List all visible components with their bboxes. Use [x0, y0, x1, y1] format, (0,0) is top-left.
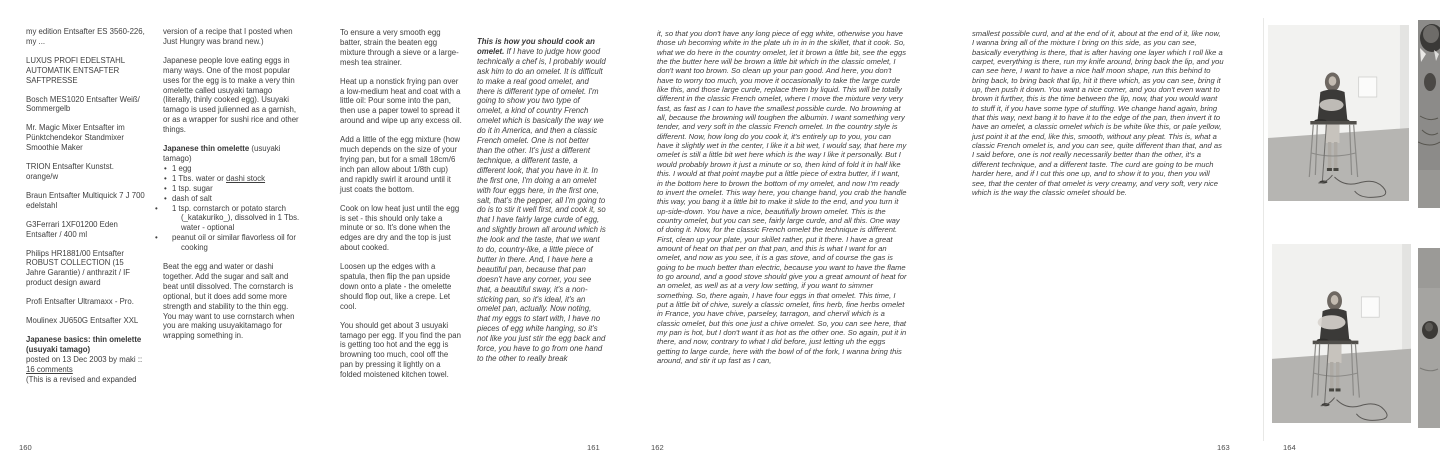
post-note: (This is a revised and expanded: [26, 374, 137, 384]
page-number-164: 164: [1283, 443, 1296, 452]
step-paragraph: You should get about 3 usuyaki tamago per egg. If you find the pan is getting too hot and the egg is browning too much, cool off the pan by pressing it lightly on a folded moistened kitchen towel.: [340, 320, 461, 380]
product-item: LUXUS PROFI EDELSTAHL AUTOMATIK ENTSAFTER SAFTPRESSE: [26, 55, 125, 85]
page-160-recipe-column: [163, 27, 301, 350]
product-item: Moulinex JU650G Entsafter XXL: [26, 316, 139, 326]
paragraph: Beat the egg and water or dashi together. Add the sugar and salt and beat until dissolved. The cornstarch is optional, but it does add some more strength and stability to the thin egg. You may want to use cornstarch when you are making usuyakitamago for wrapping something in.: [163, 262, 295, 341]
ingredient-item: • peanut oil or similar flavorless oil for cooking: [172, 233, 301, 253]
dashi-stock-link[interactable]: dashi stock: [226, 173, 266, 183]
page-number-161: 161: [587, 443, 600, 452]
floor-object-detail-illustration: [1418, 248, 1440, 428]
gallery-performance-illustration: [1268, 25, 1409, 201]
comments-link[interactable]: 16 comments: [26, 364, 73, 374]
step-paragraph: Cook on low heat just until the egg is set - this should only take a minute or so. It's done when the edges are dry and the top is just about cooked.: [340, 203, 460, 253]
page-161-interview-column: [477, 37, 606, 364]
post-title: Japanese basics: thin omelette (usuyaki tamago): [26, 334, 142, 354]
page-163-transcript-column: [972, 29, 1224, 197]
transcript-text: it, so that you don't have any long piece of egg white, otherwise you have those uh becoming white in the plate uh in in in the skillet, that it cook. So, what we do here in the country omelet, let it brown a little bit, see the eggs the the butter here will be brown a little bit which in the classic omelet, I don't want too brown. So clean up your pan good. And here, you don't have to worry too much, you move it occasionally to take the large curde like this, and those large curde, replace them by liquid. This will be totally different in the classic French omelet, where I move the mixture very very fast, as fast as I can to have the smallest possible curde. No browning at all, because the browning will toughen the albumin. I want something very tender, and very soft in the classic French omelet. In the country style is different. Now, how long do you cook it, it's entirely up to you, you can have it slightly wet in the center, I like it a bit wet, I would say, that here my omelet is still a little bit wet here which is the way I like it personally. But I would probably brown it just a minute or so, then kind of fold it in half like this. I would at that point maybe put a little piece of extra butter, if I want, in the bottom here to brown the bottom of my omelet, and now I'm ready to invert the omelet. This way here, you change hand, you crab the handle this way, you bang it a little bit to make it slide to the end, and you turn it up-side-down. You have a nice, beautifully brown omelet. This is the country omelet, but you can see, fairly large curde, and all this. One way of doing it. Now, for the classic French omelet the technique is different. First, clean up your plate, your skillet rather, put it there. I have a great amount of heat on that per on that pan, and this is what I want for an omelet, and now as you see, it is a gas stove, and of course the gas is going to be much better than electric, because you want to have the flame to go around, and a good stove should give you a great amount of heat for an omelet, as well as at a very low setting, if you want to simmer something. So, there again, I have four eggs in that omelet. This time, I put a little bit of chive, surely a classic omelet, fins herb, fine herbs omelet in France, you have chive, parseley, tarragon, and chervil which is a classic omelet, but this one just a chive omelet. So, you can see here, that my pan is hot, but I don't want it as hot as the other one. So again, put it in there, and now, contrary to what I did before, just letting uh the eggs getting to large curde, here with the bowl of of the fork, I wanna bring this around, and stir it up fast as I can,: [657, 29, 907, 366]
step-paragraph: Heat up a nonstick frying pan over a low-medium heat and coat with a little oil: Pour some into the pan, then use a paper towel to spread it around and wipe up any excess oil.: [340, 76, 462, 126]
page-number-160: 160: [19, 443, 32, 452]
step-paragraph: To ensure a very smooth egg batter, strain the beaten egg mixture through a sieve or a large-mesh tea strainer.: [340, 28, 459, 67]
product-item: Profi Entsafter Ultramaxx - Pro.: [26, 297, 134, 307]
product-item: G3Ferrari 1XF01200 Eden Entsafter / 400 ml: [26, 219, 118, 239]
page-160-product-column: [26, 27, 145, 384]
ingredient-item: • 1 tsp. sugar: [172, 184, 301, 194]
page-number-163: 163: [1217, 443, 1230, 452]
page-161-method-column: [340, 28, 463, 389]
ingredient-item: • 1 tsp. cornstarch or potato starch (_katakuriko_), dissolved in 1 Tbs. water - optional: [172, 204, 301, 234]
ingredient-item: • dash of salt: [172, 194, 301, 204]
equipment-detail-illustration: [1418, 20, 1440, 208]
product-item: Mr. Magic Mixer Entsafter im Pünktchendekor Standmixer Smoothie Maker: [26, 123, 125, 153]
performance-photo-bottom: [1272, 244, 1411, 423]
page-162-transcript-column: [657, 29, 907, 365]
paragraph: Japanese people love eating eggs in many ways. One of the most popular uses for the egg is to make a very thin omelette called usuyaki tamago (literally, thinly cooked egg). Usuyaki tamago is used julienned as a garnish, or as a wrapper for sushi rice and other things.: [163, 55, 299, 135]
ingredient-list: [163, 164, 301, 253]
product-item: my edition Entsafter ES 3560-226, my ...: [26, 27, 145, 46]
step-paragraph: Loosen up the edges with a spatula, then flip the pan upside down onto a plate - the omelette should flop out, like a crepe. Let cool.: [340, 262, 452, 311]
gallery-performance-illustration: [1272, 244, 1411, 423]
detail-photo-top-partial: [1418, 20, 1440, 208]
page-gutter: [1263, 18, 1264, 441]
performance-photo-top: [1268, 25, 1409, 201]
product-item: Bosch MES1020 Entsafter Weiß/ Sommergelb: [26, 94, 140, 114]
interview-text: This is how you should cook an omelet. If I have to judge how good technically a chef is, I probably would ask him to do an omelet. It is difficult to make a real good omelet, and there is different type of omelet. I'm going to show you two type of omelet, a kind of country French omelet which is basically the way we do it in America, and then a classic French omelet. One is not better than the other. It's just a different technique, a different taste, a different look, that you have in it. In the first one, I'm doing a an omelet with four eggs here, in the first one, salt, that's the pepper, all I'm going to do is to stir it well first, and cook it, so that I have fairly large curde of egg, and slightly brown all around which is the look and the taste, that we want to do, country-like, a little piece of butter in there. And, I have here a beautiful pan, because that pan doesn't have any corner, you see that, a beautiful sway, it's a non-sticking pan, so it's ideal, it's an omelet pan, actually. Now noting, that my eggs to start with, I have no pieces of egg white hanging, so it's not like you just stir the egg back and force, you have to go from one hand to the other to really break: [477, 37, 606, 363]
product-item: Braun Entsafter Multiquick 7 J 700 edelstahl: [26, 190, 145, 210]
page-number-162: 162: [651, 443, 664, 452]
product-item: Philips HR1881/00 Entsafter ROBUST COLLECTION (15 Jahre Garantie) / anthrazit / IF product design award: [26, 248, 131, 288]
post-meta: posted on 13 Dec 2003 by maki ::: [26, 354, 143, 364]
recipe-title: Japanese thin omelette (usuyaki tamago): [163, 144, 281, 163]
transcript-text: smallest possible curd, and at the end of it, about at the end of it, like now, I wanna bring all of the mixture I bring on this side, as you can see, basically everything is there, that is after having one layer which I roll like a carpet, everything is there, run my knife around, bring back the lip, and you can see here, I want to have a nice half moon shape, run this behind to bring back, to bring back that lip, hit it there which, as you can see, bring it up, then push it down. You want a nice corner, and you don't even want to brown it further, this is the time between the lip, now, that you would want to stuff it, if you have some type of stuffing. We change hand again, bring that this way, next bang it to have it to the edge of the pan, then invert it to have an omelet, a classic omelet which is be white like this, or pale yellow, just point it at the end, like this, smooth, without any pleat. This is, what a classic French omelet is, and you can see, quite different than that, and as I said before, one is not really necessarily better than the other, it's a different technique, and a different taste. The curd are going to be much harder here, and if I cut this one up, and to show it to you, then you will see, that the center of that omelet is very creamy, and very soft, very nice which is the way the classic omelet should be.: [972, 29, 1224, 197]
product-item: TRION Entsafter Kunstst. orange/w: [26, 162, 114, 181]
ingredient-item: • 1 Tbs. water or dashi stock: [172, 174, 301, 184]
detail-photo-bottom-partial: [1418, 248, 1440, 428]
paragraph: version of a recipe that I posted when Just Hungry was brand new.): [163, 27, 293, 46]
ingredient-item: • 1 egg: [172, 164, 301, 174]
step-paragraph: Add a little of the egg mixture (how much depends on the size of your frying pan, but for a small 18cm/6 inch pan allow about 1/8th cup) and rapidly swirl it around until it just coats the bottom.: [340, 135, 461, 194]
